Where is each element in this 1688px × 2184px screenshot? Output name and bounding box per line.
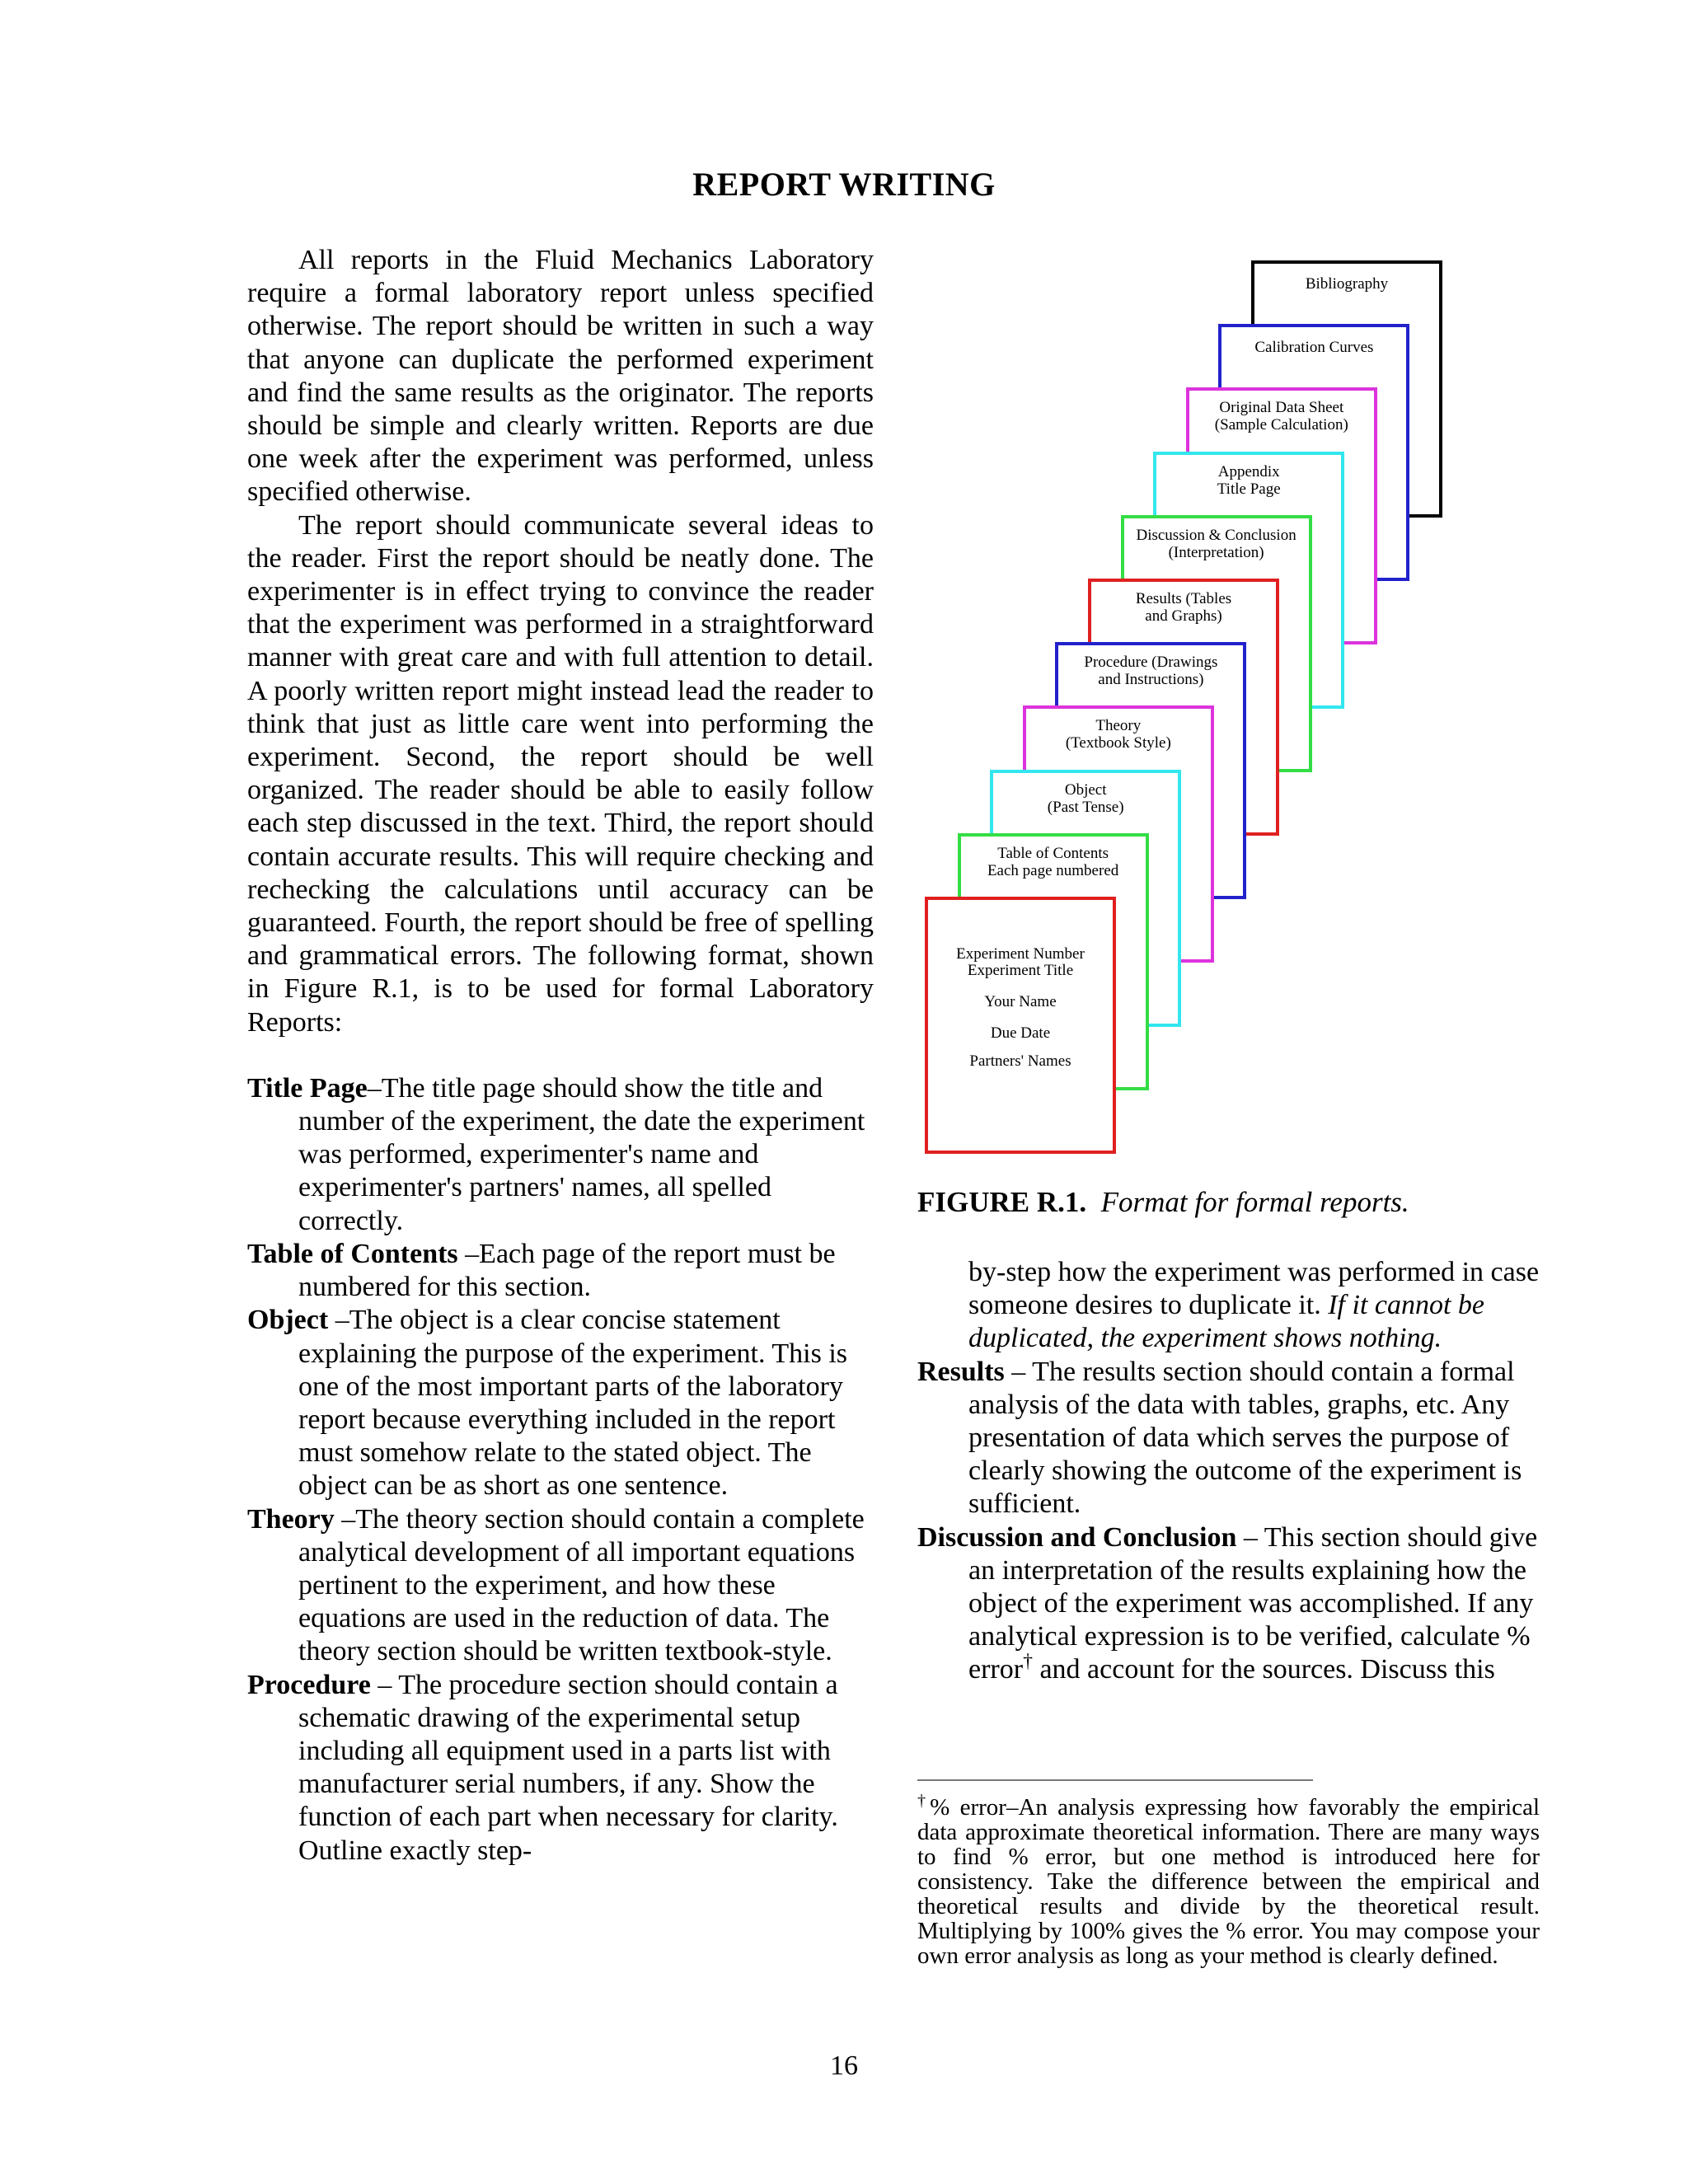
figure-caption: FIGURE R.1. Format for formal reports.	[917, 1186, 1409, 1218]
term-title-page: Title Page	[247, 1072, 368, 1104]
right-column	[917, 1256, 1544, 1687]
term-procedure: Procedure	[247, 1669, 371, 1700]
format-card-line: and Instructions)	[1098, 671, 1204, 689]
format-card-line: Due Date	[990, 1024, 1051, 1042]
format-card-line: Theory	[1095, 717, 1142, 735]
format-card-line: Title Page	[1217, 480, 1281, 498]
section-discussion: Discussion and Conclusion – This section should give an interpretation of the results explaining how the object of the experiment was accomplished. If any analytical expression is to be verified, calculate % error† and account for the sources. Discuss this	[917, 1521, 1538, 1685]
format-card-line: and Graphs)	[1145, 607, 1222, 625]
footnote: †% error–An analysis expressing how favorably the empirical data approximate theoretical information. There are many ways to find % error, but one method is introduced here for consistency. Take the difference between the empirical and theoretical results and divide by the theoretical result. Multiplying by 100% gives the % error. You may compose your own error analysis as long as your method is clearly defined.	[917, 1791, 1540, 1969]
format-card-line: (Textbook Style)	[1065, 734, 1171, 752]
format-card-line: Partners' Names	[969, 1052, 1071, 1070]
section-title-page: Title Page–The title page should show the title and number of the experiment, the date the experiment was performed, experimenter's name and experimenter's partners' names, all spelled correctly.	[247, 1072, 865, 1236]
format-card-label-6	[1058, 654, 1243, 688]
format-card-label-7	[1026, 717, 1211, 752]
format-card-label-8	[993, 781, 1178, 816]
format-card-line: Object	[1064, 780, 1107, 799]
format-card-label-9	[961, 845, 1146, 879]
format-card-label-2	[1189, 399, 1374, 434]
term-table-of-contents: Table of Contents	[247, 1238, 458, 1269]
format-card-line: Table of Contents	[997, 844, 1109, 862]
format-card-line: Experiment Title	[967, 962, 1074, 979]
format-card-line: Appendix	[1217, 462, 1280, 480]
format-card-line: Procedure (Drawings	[1084, 654, 1218, 672]
procedure-continued: by-step how the experiment was performed in case someone desires to duplicate it. If it cannot be duplicated, the experiment shows nothing.	[968, 1257, 1540, 1354]
format-card-label-3	[1156, 463, 1341, 498]
term-object: Object	[247, 1305, 329, 1336]
format-card-label-1	[1221, 339, 1406, 356]
format-card-line: Your Name	[984, 993, 1057, 1010]
footnote-dagger: †	[917, 1791, 931, 1810]
format-card-label-4	[1124, 527, 1309, 561]
format-card-line: Each page numbered	[987, 861, 1119, 879]
footnote-rule	[917, 1779, 1313, 1781]
format-card-line: (Past Tense)	[1047, 798, 1124, 816]
format-card-10	[925, 897, 1116, 1154]
intro-paragraph-1: All reports in the Fluid Mechanics Laboratory require a formal laboratory report unless specified otherwise. The report should be written in such a way that anyone can duplicate the performed experiment and find the same results as the originator. The reports should be simple and clearly written. Reports are due one week after the experiment was performed, unless specified otherwise.	[247, 245, 874, 508]
format-card-line: (Interpretation)	[1168, 543, 1264, 561]
format-card-line: Original Data Sheet	[1219, 399, 1344, 417]
page-title: REPORT WRITING	[692, 166, 996, 203]
section-procedure: Procedure – The procedure section should contain a schematic drawing of the experimental setup including all equipment used in a parts list with manufacturer serial numbers, if any. Show the function of each part when necessary for clarity. Outline exactly step-	[247, 1669, 838, 1866]
term-theory: Theory	[247, 1503, 335, 1535]
term-discussion: Discussion and Conclusion	[917, 1521, 1237, 1553]
procedure-emphasis: If it cannot be duplicated, the experiment shows nothing.	[968, 1290, 1485, 1354]
page-number: 16	[830, 2050, 858, 2081]
section-object: Object –The object is a clear concise statement explaining the purpose of the experiment. This is one of the most important parts of the laboratory report because everything included in the report must somehow relate to the stated object. The object can be as short as one sentence.	[247, 1305, 848, 1502]
format-card-label-10	[928, 946, 1113, 1070]
format-card-line: Bibliography	[1305, 275, 1389, 293]
format-card-label-0	[1254, 275, 1439, 293]
section-table-of-contents: Table of Contents –Each page of the report must be numbered for this section.	[247, 1238, 836, 1303]
section-results: Results – The results section should contain a formal analysis of the data with tables, graphs, etc. Any presentation of data which serves the purpose of clearly showing the outcome of the experiment is sufficient.	[917, 1356, 1522, 1520]
term-results: Results	[917, 1356, 1005, 1387]
format-card-line: Calibration Curves	[1254, 339, 1374, 357]
format-card-line: Discussion & Conclusion	[1136, 526, 1296, 544]
dagger-mark: †	[1023, 1651, 1033, 1673]
section-theory: Theory –The theory section should contain a complete analytical development of all important equations pertinent to the experiment, and how these equations are used in the reduction of data. The theory section should be written textbook-style.	[247, 1503, 865, 1667]
format-card-line: Experiment Number	[956, 945, 1085, 963]
intro-paragraph-2: The report should communicate several ideas to the reader. First the report should be neatly done. The experimenter is in effect trying to convince the reader that the experiment was performed in a straightforward manner with great care and with full attention to detail. A poorly written report might instead lead the reader to think that just as little care went into performing the experiment. Second, the report should be well organized. The reader should be able to easily follow each step discussed in the text. Third, the report should contain accurate results. This will require checking and rechecking the calculations until accuracy can be guaranteed. Fourth, the report should be free of spelling and grammatical errors. The following format, shown in Figure R.1, is to be used for formal Laboratory Reports:	[247, 509, 874, 1038]
format-card-line: (Sample Calculation)	[1214, 416, 1348, 434]
format-card-line: Results (Tables	[1135, 590, 1232, 607]
format-card-label-5	[1091, 590, 1276, 625]
left-column	[247, 244, 874, 1868]
